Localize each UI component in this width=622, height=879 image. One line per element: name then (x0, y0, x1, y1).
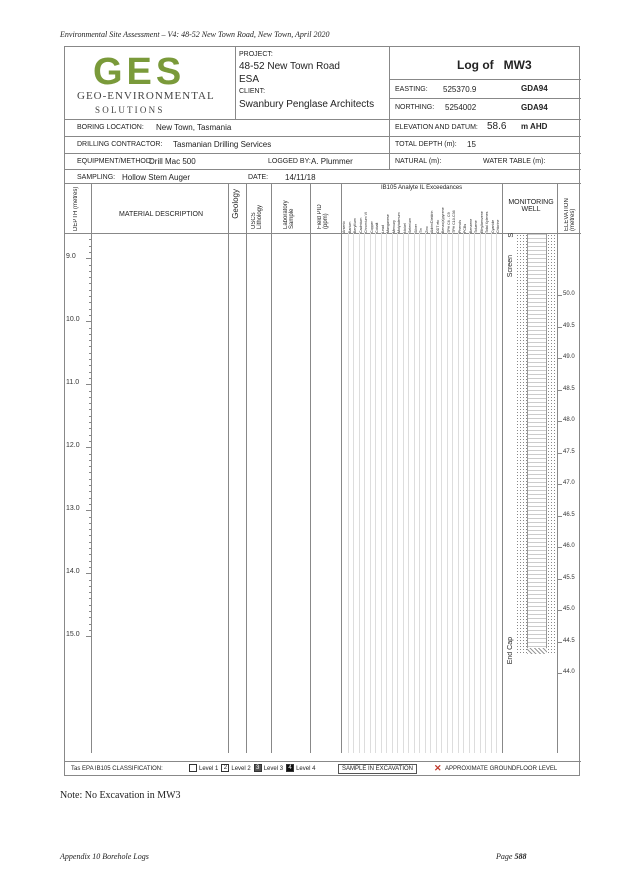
elevation-tick (557, 610, 562, 611)
analyte-columns (342, 233, 502, 753)
easting-label: EASTING: (395, 86, 428, 93)
depth-tick (89, 302, 92, 303)
depth-tick-label: 14.0 (66, 568, 80, 576)
document-header: Environmental Site Assessment – V4: 48-52 New Town Road, New Town, April 2020 (60, 30, 330, 39)
depth-tick (89, 567, 92, 568)
project-label: PROJECT: (239, 51, 273, 58)
easting-value: 525370.9 (443, 85, 477, 94)
depth-tick (89, 517, 92, 518)
depth-tick (89, 611, 92, 612)
depth-tick (89, 365, 92, 366)
depth-tick (89, 290, 92, 291)
analyte-label: Phenols (457, 220, 462, 233)
level-1-swatch (189, 764, 197, 772)
depth-tick (89, 498, 92, 499)
depth-tick (89, 397, 92, 398)
water-table-label: WATER TABLE (m): (483, 158, 546, 165)
depth-tick (89, 548, 92, 549)
elevation-tick-label: 48.5 (563, 385, 575, 392)
depth-tick (89, 504, 92, 505)
analyte-label: Cadmium (358, 217, 363, 233)
analyte-column-line (441, 233, 442, 753)
footer-right (496, 852, 526, 861)
analyte-column-line (414, 233, 415, 753)
cross-icon: ✕ (434, 763, 442, 773)
northing-value: 5254002 (445, 103, 477, 112)
depth-tick (89, 485, 92, 486)
analyte-label: Copper (369, 221, 374, 233)
depth-tick (89, 359, 92, 360)
northing-datum: GDA94 (521, 103, 548, 112)
analyte-label: PCBs (463, 223, 468, 233)
sampling-label: SAMPLING: (77, 174, 116, 181)
well-sand-left (516, 234, 527, 654)
elevation-tick-label: 47.5 (563, 448, 575, 455)
elevation-header: ELEVATION (metres) (564, 198, 576, 231)
analyte-column-line (403, 233, 404, 753)
depth-tick (89, 378, 92, 379)
elevation-label: ELEVATION AND DATUM: (395, 124, 478, 131)
elevation-tick-label: 45.0 (563, 606, 575, 612)
exceedances-header: IB105 Analyte IL Exceedances (381, 185, 463, 191)
depth-tick (89, 271, 92, 272)
elevation-tick (557, 358, 562, 359)
analyte-column-line (491, 233, 492, 753)
logged-by-value: A. Plummer (311, 157, 353, 166)
analyte-column-line (375, 233, 376, 753)
total-depth-value: 15 (467, 140, 476, 149)
analyte-label: Zinc (424, 226, 429, 233)
analyte-label: Toluene (474, 220, 479, 233)
elevation-tick (557, 327, 562, 328)
analyte-column-line (447, 233, 448, 753)
depth-tick (89, 277, 92, 278)
footer-page-label: Page (496, 852, 513, 861)
analyte-column-line (485, 233, 486, 753)
note: Note: No Excavation in MW3 (60, 790, 181, 801)
equipment-label: EQUIPMENT/METHOD: (77, 158, 153, 165)
depth-axis (65, 233, 92, 663)
depth-tick (89, 334, 92, 335)
analyte-column-line (392, 233, 393, 753)
date-label: DATE: (248, 174, 269, 181)
depth-tick (89, 529, 92, 530)
geology-header: Geology (231, 189, 240, 219)
analyte-label: TPH C6 - C9 (446, 212, 451, 233)
boring-location-label: BORING LOCATION: (77, 124, 144, 131)
depth-tick-label: 10.0 (66, 316, 80, 324)
elevation-tick (557, 516, 562, 517)
depth-tick (89, 454, 92, 455)
sample-in-excavation-box: SAMPLE IN EXCAVATION (338, 764, 417, 774)
depth-tick-label: 15.0 (66, 631, 80, 639)
analyte-label: Cyanide (490, 219, 495, 233)
analyte-column-line (386, 233, 387, 753)
analyte-label: DDT etc (435, 219, 440, 233)
natural-label: NATURAL (m): (395, 158, 442, 165)
elevation-tick-label: 44.5 (563, 637, 575, 644)
depth-tick (86, 510, 92, 511)
analyte-label: Chromium VI (364, 212, 369, 233)
logo-letters: GES (93, 51, 186, 93)
analyte-column-line (408, 233, 409, 753)
analyte-label: Chlorine (496, 219, 501, 233)
level-2-swatch: 2 (221, 764, 229, 772)
level-4-swatch: 4 (286, 764, 294, 772)
analyte-header-row (342, 193, 502, 233)
analyte-column-line (474, 233, 475, 753)
depth-tick (89, 523, 92, 524)
project-line2: ESA (239, 74, 260, 85)
depth-tick (89, 542, 92, 543)
level-2-label: Level 2 (231, 765, 251, 772)
depth-tick (89, 630, 92, 631)
northing-label: NORTHING: (395, 104, 435, 111)
pid-header: Field PID (ppm) (317, 204, 329, 229)
classification-label: Tas EPA IB105 CLASSIFICATION: (71, 766, 163, 772)
elevation-tick-label: 49.5 (563, 322, 575, 329)
elevation-tick (557, 642, 562, 643)
analyte-label: Aldrin/Dieldrin (430, 210, 435, 233)
analyte-label: Tin (419, 228, 424, 233)
material-header: MATERIAL DESCRIPTION (119, 211, 204, 218)
elevation-tick (557, 484, 562, 485)
elevation-tick-label: 44.0 (563, 669, 575, 675)
depth-tick (89, 472, 92, 473)
depth-tick (86, 384, 92, 385)
well-label-top: S (508, 233, 515, 238)
boring-location-value: New Town, Tasmania (156, 123, 232, 132)
analyte-label: Total Xylenes (485, 211, 490, 233)
well-label-screen: Screen (507, 255, 514, 278)
equipment-value: Drill Mac 500 (149, 157, 196, 166)
analyte-column-line (425, 233, 426, 753)
logged-by-label: LOGGED BY: (268, 158, 311, 165)
analyte-label: Molybdenum (397, 212, 402, 233)
analyte-label: Mercury (391, 220, 396, 233)
analyte-label: Silver (413, 224, 418, 233)
depth-tick (89, 233, 92, 234)
contractor-label: DRILLING CONTRACTOR: (77, 141, 163, 148)
analyte-column-line (364, 233, 365, 753)
depth-tick (89, 535, 92, 536)
elevation-value: 58.6 (487, 121, 507, 132)
well-label-endcap: End Cap (507, 637, 514, 665)
analyte-label: Benzo(a)pyrene (441, 207, 446, 233)
depth-tick (86, 636, 92, 637)
depth-tick (89, 296, 92, 297)
depth-tick (89, 403, 92, 404)
project-line1: 48-52 New Town Road (239, 61, 340, 72)
analyte-label: Ethylbenzene (479, 211, 484, 233)
footer-page-number: 588 (514, 852, 527, 861)
level-4-label: Level 4 (296, 765, 316, 772)
depth-tick (89, 598, 92, 599)
depth-tick (89, 586, 92, 587)
elevation-tick (557, 579, 562, 580)
analyte-column-line (469, 233, 470, 753)
depth-tick (89, 491, 92, 492)
elevation-unit: m AHD (521, 122, 548, 131)
depth-tick (89, 441, 92, 442)
depth-tick-label: 13.0 (66, 505, 80, 513)
approx-groundfloor-label: APPROXIMATE GROUNDFLOOR LEVEL (445, 766, 558, 772)
analyte-column-line (430, 233, 431, 753)
elevation-axis (557, 233, 581, 675)
depth-tick (89, 246, 92, 247)
depth-tick (89, 283, 92, 284)
classification-levels (189, 764, 318, 772)
elevation-tick-label: 49.0 (563, 354, 575, 360)
level-3-label: Level 3 (263, 765, 284, 772)
elevation-tick (557, 547, 562, 548)
well-borehole (527, 234, 547, 654)
depth-tick (89, 353, 92, 354)
depth-tick (89, 346, 92, 347)
logo (65, 47, 235, 119)
analyte-column-line (463, 233, 464, 753)
total-depth-label: TOTAL DEPTH (m): (395, 141, 457, 148)
depth-tick (89, 416, 92, 417)
level-3-swatch: 3 (254, 764, 262, 772)
elevation-tick (557, 453, 562, 454)
level-1-label: Level 1 (199, 765, 219, 772)
well-end-cap (527, 648, 547, 654)
depth-tick (89, 624, 92, 625)
depth-tick (89, 252, 92, 253)
depth-tick-label: 9.0 (66, 253, 76, 261)
depth-tick (89, 554, 92, 555)
analyte-column-line (353, 233, 354, 753)
depth-tick (89, 372, 92, 373)
depth-tick-label: 11.0 (66, 379, 80, 387)
lab-header: Laboratory Sample (283, 200, 295, 229)
contractor-value: Tasmanian Drilling Services (173, 140, 272, 149)
client-label: CLIENT: (239, 88, 266, 95)
depth-tick (86, 321, 92, 322)
analyte-column-line (496, 233, 497, 753)
borehole-log-sheet (64, 46, 580, 776)
analyte-column-line (370, 233, 371, 753)
elevation-tick (557, 673, 562, 674)
depth-tick (89, 561, 92, 562)
analyte-label: Nickel (402, 223, 407, 233)
depth-tick-label: 12.0 (66, 442, 80, 450)
elevation-tick-label: 46.5 (563, 511, 575, 518)
analyte-column-line (436, 233, 437, 753)
depth-tick (89, 315, 92, 316)
analyte-column-line (458, 233, 459, 753)
depth-tick (89, 265, 92, 266)
depth-tick (86, 258, 92, 259)
analyte-column-line (480, 233, 481, 753)
analyte-label: Arsenic (342, 221, 346, 233)
elevation-tick-label: 48.0 (563, 417, 575, 423)
easting-datum: GDA94 (521, 84, 548, 93)
analyte-label: Manganese (386, 214, 391, 233)
depth-tick (89, 605, 92, 606)
depth-tick (89, 435, 92, 436)
analyte-label: Lead (380, 225, 385, 233)
depth-tick (89, 466, 92, 467)
elevation-tick (557, 421, 562, 422)
elevation-tick-label: 45.5 (563, 574, 575, 581)
elevation-tick (557, 295, 562, 296)
analyte-label: Cobalt (375, 222, 380, 233)
analyte-label: TPH C10-C36 (452, 210, 457, 233)
analyte-label: Barium (347, 221, 352, 233)
depth-header: DEPTH (metres) (73, 186, 79, 231)
depth-tick (89, 340, 92, 341)
depth-tick (86, 573, 92, 574)
analyte-column-line (419, 233, 420, 753)
depth-tick (86, 447, 92, 448)
depth-tick (89, 479, 92, 480)
analyte-column-line (397, 233, 398, 753)
elevation-tick-label: 47.0 (563, 480, 575, 486)
analyte-column-line (381, 233, 382, 753)
logo-line1: GEO-ENVIRONMENTAL (77, 90, 215, 102)
log-title: Log of MW3 (457, 58, 532, 72)
footer-left: Appendix 10 Borehole Logs (60, 852, 149, 861)
depth-tick (89, 239, 92, 240)
analyte-column-line (348, 233, 349, 753)
well-header: MONITORING WELL (508, 199, 554, 213)
date-value: 14/11/18 (285, 173, 316, 182)
depth-tick (89, 460, 92, 461)
analyte-label: Beryllium (353, 218, 358, 233)
uscs-header: USCS Lithology (251, 204, 263, 229)
sampling-value: Hollow Stem Auger (122, 173, 191, 182)
depth-tick (89, 422, 92, 423)
depth-tick (89, 428, 92, 429)
elevation-tick-label: 50.0 (563, 291, 575, 297)
depth-tick (89, 391, 92, 392)
depth-tick (89, 409, 92, 410)
elevation-tick (557, 390, 562, 391)
client-name: Swanbury Penglase Architects (239, 99, 375, 110)
analyte-column-line (359, 233, 360, 753)
analyte-label: Benzene (468, 218, 473, 233)
depth-tick (89, 580, 92, 581)
logo-line2: S O L U T I O N S (95, 105, 163, 115)
depth-tick (89, 309, 92, 310)
analyte-column-line (452, 233, 453, 753)
analyte-label: Selenium (408, 218, 413, 233)
well-sand-right (547, 234, 557, 654)
elevation-tick-label: 46.0 (563, 543, 575, 549)
depth-tick (89, 592, 92, 593)
depth-tick (89, 328, 92, 329)
depth-tick (89, 617, 92, 618)
